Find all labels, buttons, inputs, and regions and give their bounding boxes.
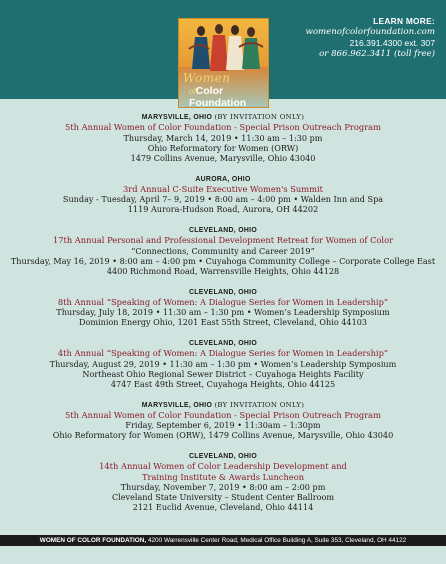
event-title: 17th Annual Personal and Professional Development Retreat for Women of Color [52, 235, 394, 245]
footer-address: 4200 Warrensville Center Road, Medical Office Building A, Suite 353, Cleveland, OH 44122 [147, 537, 407, 544]
event-title: 4th Annual “Speaking of Women: A Dialogue Series for Women in Leadership” [57, 348, 389, 358]
event-location-text: CLEVELAND, OHIO [188, 453, 258, 460]
footer-bar [0, 535, 446, 546]
event-location [0, 175, 446, 184]
event-detail-line: Friday, September 6, 2019 • 11:30am – 1:30pm [125, 420, 321, 430]
event-detail-line: 1479 Collins Avenue, Marysville, Ohio 43040 [130, 152, 316, 163]
event-title: 8th Annual “Speaking of Women: A Dialogue Series for Women in Leadership” [57, 296, 389, 307]
event-title: 3rd Annual C-Suite Executive Women's Summit [122, 183, 324, 194]
event-detail-line: Thursday, November 7, 2019 • 8:00 am – 2:00 pm [120, 482, 326, 492]
event-block [0, 288, 446, 328]
event-detail-line: “Connections, Community and Career 2019” [131, 245, 315, 256]
event-block [0, 226, 446, 276]
event-title: 5th Annual Women of Color Foundation - Special Prison Outreach Program [65, 409, 381, 420]
event-block [0, 452, 446, 512]
event-detail-line: Thursday, May 16, 2019 • 8:00 am – 4:00 pm • Cuyahoga Community College – Corporate College East [10, 255, 436, 266]
event-block [0, 401, 446, 441]
event-location [0, 339, 446, 348]
event-block [0, 175, 446, 215]
event-detail-line: 4400 Richmond Road, Warrensville Heights, Ohio 44128 [106, 265, 340, 276]
event-location [0, 226, 446, 235]
toll-free-line [306, 49, 436, 60]
logo-color-foundation-text: Color Foundation [189, 85, 247, 108]
event-title: 5th Annual Women of Color Foundation - Special Prison Outreach Program [65, 122, 381, 132]
footer-org-name: WOMEN OF COLOR FOUNDATION, [39, 537, 147, 544]
event-location [0, 113, 446, 122]
event-detail-line: 2121 Euclid Avenue, Cleveland, Ohio 44114 [132, 502, 314, 512]
toll-free-note: (toll free) [393, 49, 435, 59]
event-detail-line: Cleveland State University – Student Center Ballroom [111, 492, 335, 502]
event-location-text: MARYSVILLE, OHIO [141, 401, 213, 409]
event-detail-line: Thursday, August 29, 2019 • 11:30 am – 1:30 pm • Women’s Leadership Symposium [49, 358, 397, 369]
event-invitation-note: (BY INVITATION ONLY) [214, 400, 305, 409]
website-link[interactable]: womenofcolorfoundation.com [305, 27, 435, 37]
event-block [0, 113, 446, 163]
contact-block [306, 16, 436, 60]
event-location-text: MARYSVILLE, OHIO [141, 114, 213, 121]
event-detail-line: 1119 Aurora-Hudson Road, Aurora, OH 44202 [127, 204, 319, 214]
event-detail-line: Thursday, July 18, 2019 • 11:30 am – 1:30 pm • Women’s Leadership Symposium [56, 307, 390, 317]
event-location-text: CLEVELAND, OHIO [188, 227, 258, 234]
event-detail-line: Ohio Reformatory for Women (ORW), 1479 Collins Avenue, Marysville, Ohio 43040 [52, 430, 394, 440]
event-block [0, 339, 446, 389]
event-detail-line: Dominion Energy Ohio, 1201 East 55th Street, Cleveland, Ohio 44103 [78, 317, 368, 327]
event-detail-line: Sunday - Tuesday, April 7– 9, 2019 • 8:00 am – 4:00 pm • Walden Inn and Spa [62, 194, 384, 204]
phone-number: 216.391.4300 ext. 307 [349, 38, 435, 48]
event-location [0, 452, 446, 461]
logo-word-of: of [189, 87, 196, 96]
women-figures-illustration [179, 19, 269, 77]
foundation-logo [178, 18, 269, 108]
event-location [0, 401, 446, 410]
logo-word-women: Women [183, 71, 231, 85]
event-detail-line: 4747 East 49th Street, Cuyahoga Heights, Ohio 44125 [110, 378, 336, 389]
events-list [0, 113, 446, 524]
event-detail-line: Thursday, March 14, 2019 • 11:30 am – 1:30 pm [123, 132, 323, 143]
event-detail-line: Ohio Reformatory for Women (ORW) [147, 142, 299, 153]
event-detail-line: Northeast Ohio Regional Sewer District – Cuyahoga Heights Facility [82, 368, 364, 379]
event-invitation-note: (BY INVITATION ONLY) [214, 113, 305, 121]
toll-free-number: or 866.962.3411 [319, 49, 392, 59]
event-location-text: AURORA, OHIO [195, 175, 251, 183]
event-title: 14th Annual Women of Color Leadership Development and [99, 461, 347, 471]
event-title: Training Institute & Awards Luncheon [141, 471, 305, 482]
event-location-text: CLEVELAND, OHIO [188, 288, 258, 296]
logo-word-color-foundation [189, 85, 268, 108]
event-location [0, 288, 446, 297]
event-location-text: CLEVELAND, OHIO [188, 340, 258, 347]
learn-more-label: LEARN MORE: [373, 16, 435, 26]
